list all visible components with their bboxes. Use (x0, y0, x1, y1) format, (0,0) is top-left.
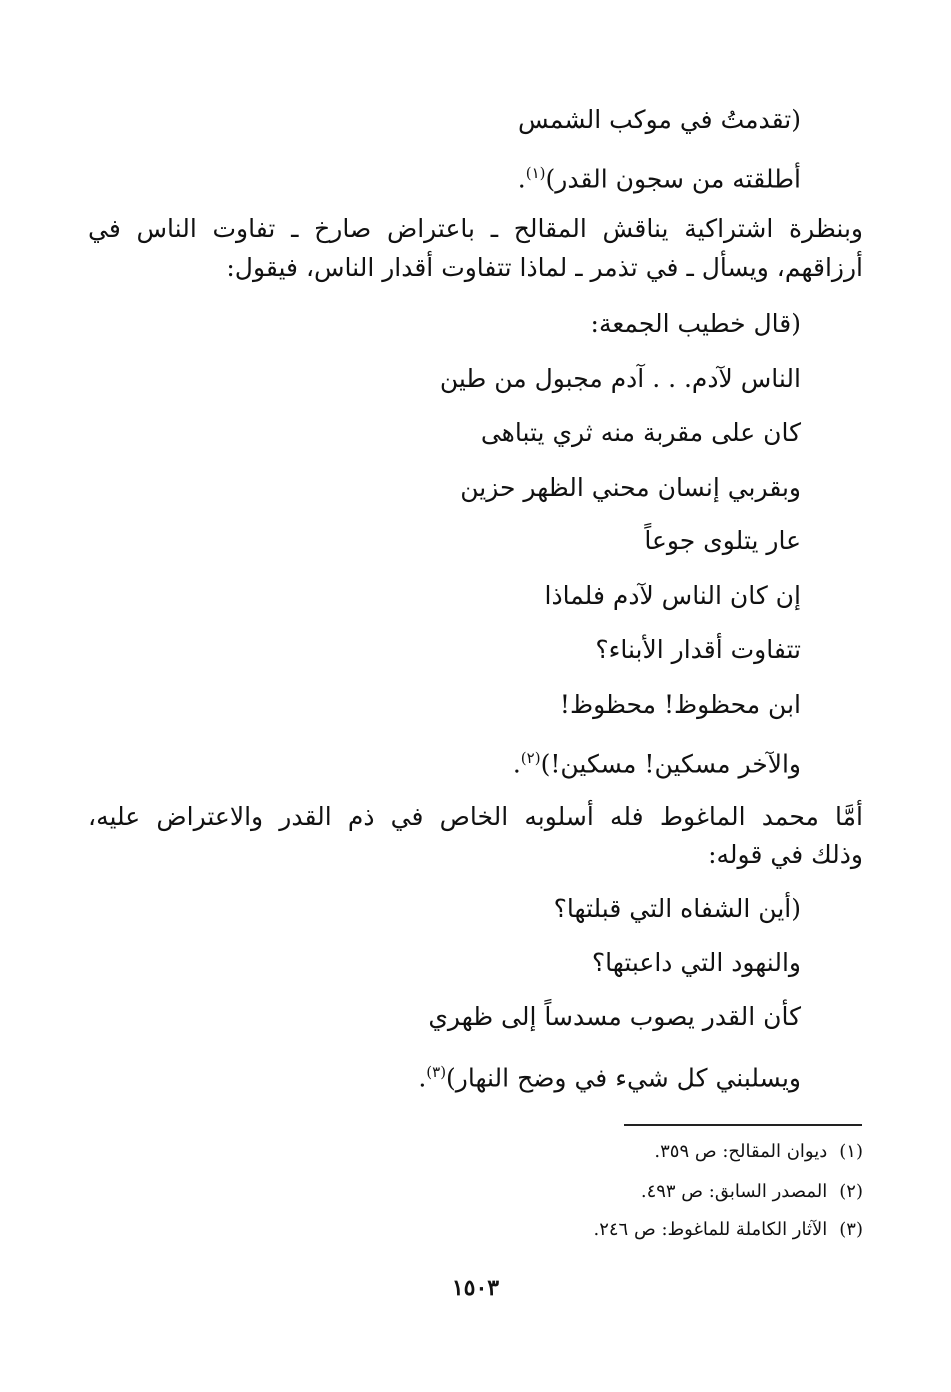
verse-line: (تقدمتُ في موكب الشمس (518, 105, 801, 134)
verse-line: عار يتلوى جوعاً (644, 526, 801, 555)
paragraph-line: وذلك في قوله: (708, 840, 863, 869)
footnote-divider (624, 1124, 862, 1126)
verse-line: إن كان الناس لآدم فلماذا (544, 581, 801, 610)
verse-line: تتفاوت أقدار الأبناء؟ (595, 635, 801, 664)
verse-line: والآخر مسكين! مسكين!)$^{(٢)}$. (512, 749, 801, 779)
verse-line: كان على مقربة منه ثري يتباهى (480, 418, 801, 447)
verse-line: وبقربي إنسان محني الظهر حزين (460, 473, 801, 502)
verse-line: أطلقته من سجون القدر)$^{(١)}$. (517, 164, 801, 194)
paragraph-line: وبنظرة اشتراكية يناقش المقالح ـ باعتراض صارخ ـ تفاوت الناس في (88, 214, 863, 243)
paragraph-line: أرزاقهم، ويسأل ـ في تذمر ـ لماذا تتفاوت أقدار الناس، فيقول: (226, 253, 863, 282)
footnote: (١)ديوان المقالح: ص ٣٥٩. (654, 1141, 863, 1162)
verse-line: ابن محظوظ! محظوظ! (559, 690, 801, 719)
verse-line: والنهود التي داعبتها؟ (591, 948, 801, 977)
footnote-ref: (٢) (520, 749, 541, 767)
footnote: (٢)المصدر السابق: ص ٤٩٣. (640, 1181, 863, 1202)
verse-line: ويسلبني كل شيء في وضح النهار)$^{(٣)}$. (418, 1063, 801, 1093)
paragraph-line: أمَّا محمد الماغوط فله أسلوبه الخاص في ذم القدر والاعتراض عليه، (88, 802, 863, 831)
footnote: (٣)الآثار الكاملة للماغوط: ص ٢٤٦. (593, 1219, 863, 1240)
verse-line: (أين الشفاه التي قبلتها؟ (553, 894, 801, 923)
verse-line: الناس لآدم. . . آدم مجبول من طين (439, 364, 801, 393)
verse-line: كأن القدر يصوب مسدساً إلى ظهري (428, 1002, 801, 1031)
verse-line: (قال خطيب الجمعة: (590, 309, 801, 338)
footnote-ref: (١) (525, 164, 546, 182)
footnote-ref: (٣) (426, 1063, 447, 1081)
page-number: ١٥٠٣ (451, 1275, 500, 1301)
